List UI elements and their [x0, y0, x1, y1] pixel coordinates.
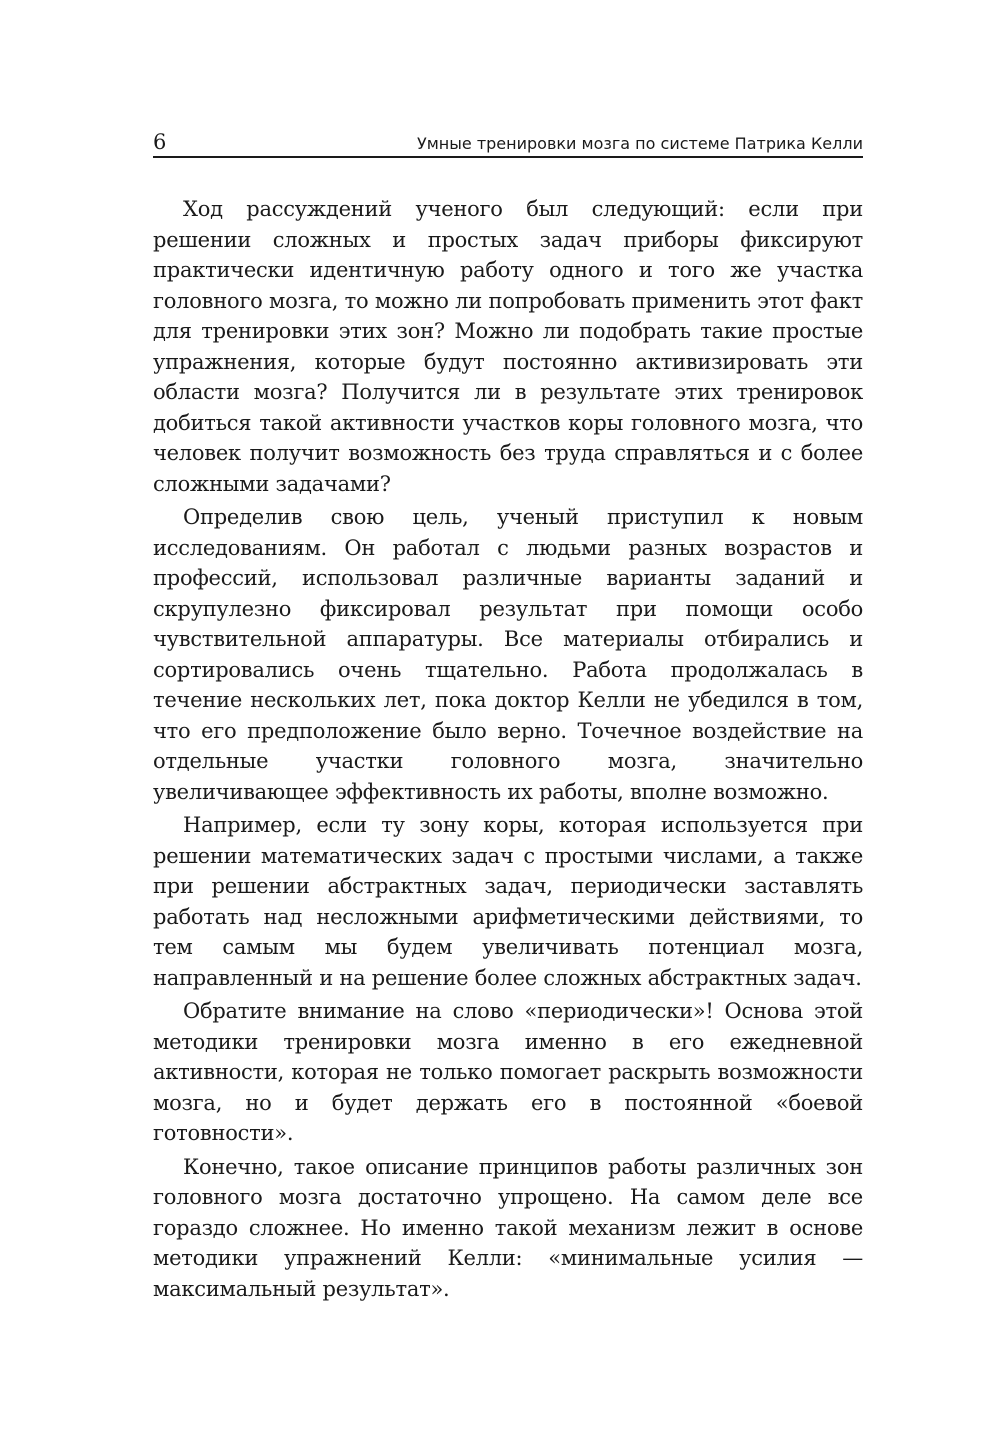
paragraph: Обратите внимание на слово «периодически»! Основа этой методики тренировки мозга именно в его ежедневной активности, которая не только помогает раскрыть возможности мозга, но и будет держать его в постоянной «боевой готовности».: [153, 999, 863, 1145]
book-page: [153, 128, 863, 1307]
paragraph: Ход рассуждений ученого был следующий: если при решении сложных и простых задач приборы фиксируют практически идентичную работу одного и того же участка головного мозга, то можно ли попробовать применить этот факт для тренировки этих зон? Можно ли подобрать такие простые упражнения, которые будут постоянно активизировать эти области мозга? Получится ли в результате этих тренировок добиться такой активности участков коры головного мозга, что человек получит возможность без труда справляться и с более сложными задачами?: [153, 197, 863, 496]
paragraph: Конечно, такое описание принципов работы различных зон головного мозга достаточно упрощено. На самом деле все гораздо сложнее. Но именно такой механизм лежит в основе методики упражнений Келли: «минимальные усилия — максимальный результат».: [153, 1154, 863, 1301]
paragraph: Определив свою цель, ученый приступил к новым исследованиям. Он работал с людьми разных возрастов и профессий, использовал различные варианты заданий и скрупулезно фиксировал результат при помощи особо чувствительной аппаратуры. Все материалы отбирались и сортировались очень тщательно. Работа продолжалась в течение нескольких лет, пока доктор Келли не убедился в том, что его предположение было верно. Точечное воздействие на отдельные участки головного мозга, значительно увеличивающее эффективность их работы, вполне возможно.: [153, 505, 863, 804]
paragraph: Например, если ту зону коры, которая используется при решении математических задач с простыми числами, а также при решении абстрактных задач, периодически заставлять работать над несложными арифметическими действиями, то тем самым мы будем увеличивать потенциал мозга, направленный и на решение более сложных абстрактных задач.: [153, 813, 863, 990]
running-header: [153, 128, 863, 158]
page-number: 6: [153, 130, 167, 154]
body-text: [153, 194, 863, 1304]
book-title: Умные тренировки мозга по системе Патрика Келли: [416, 134, 863, 153]
